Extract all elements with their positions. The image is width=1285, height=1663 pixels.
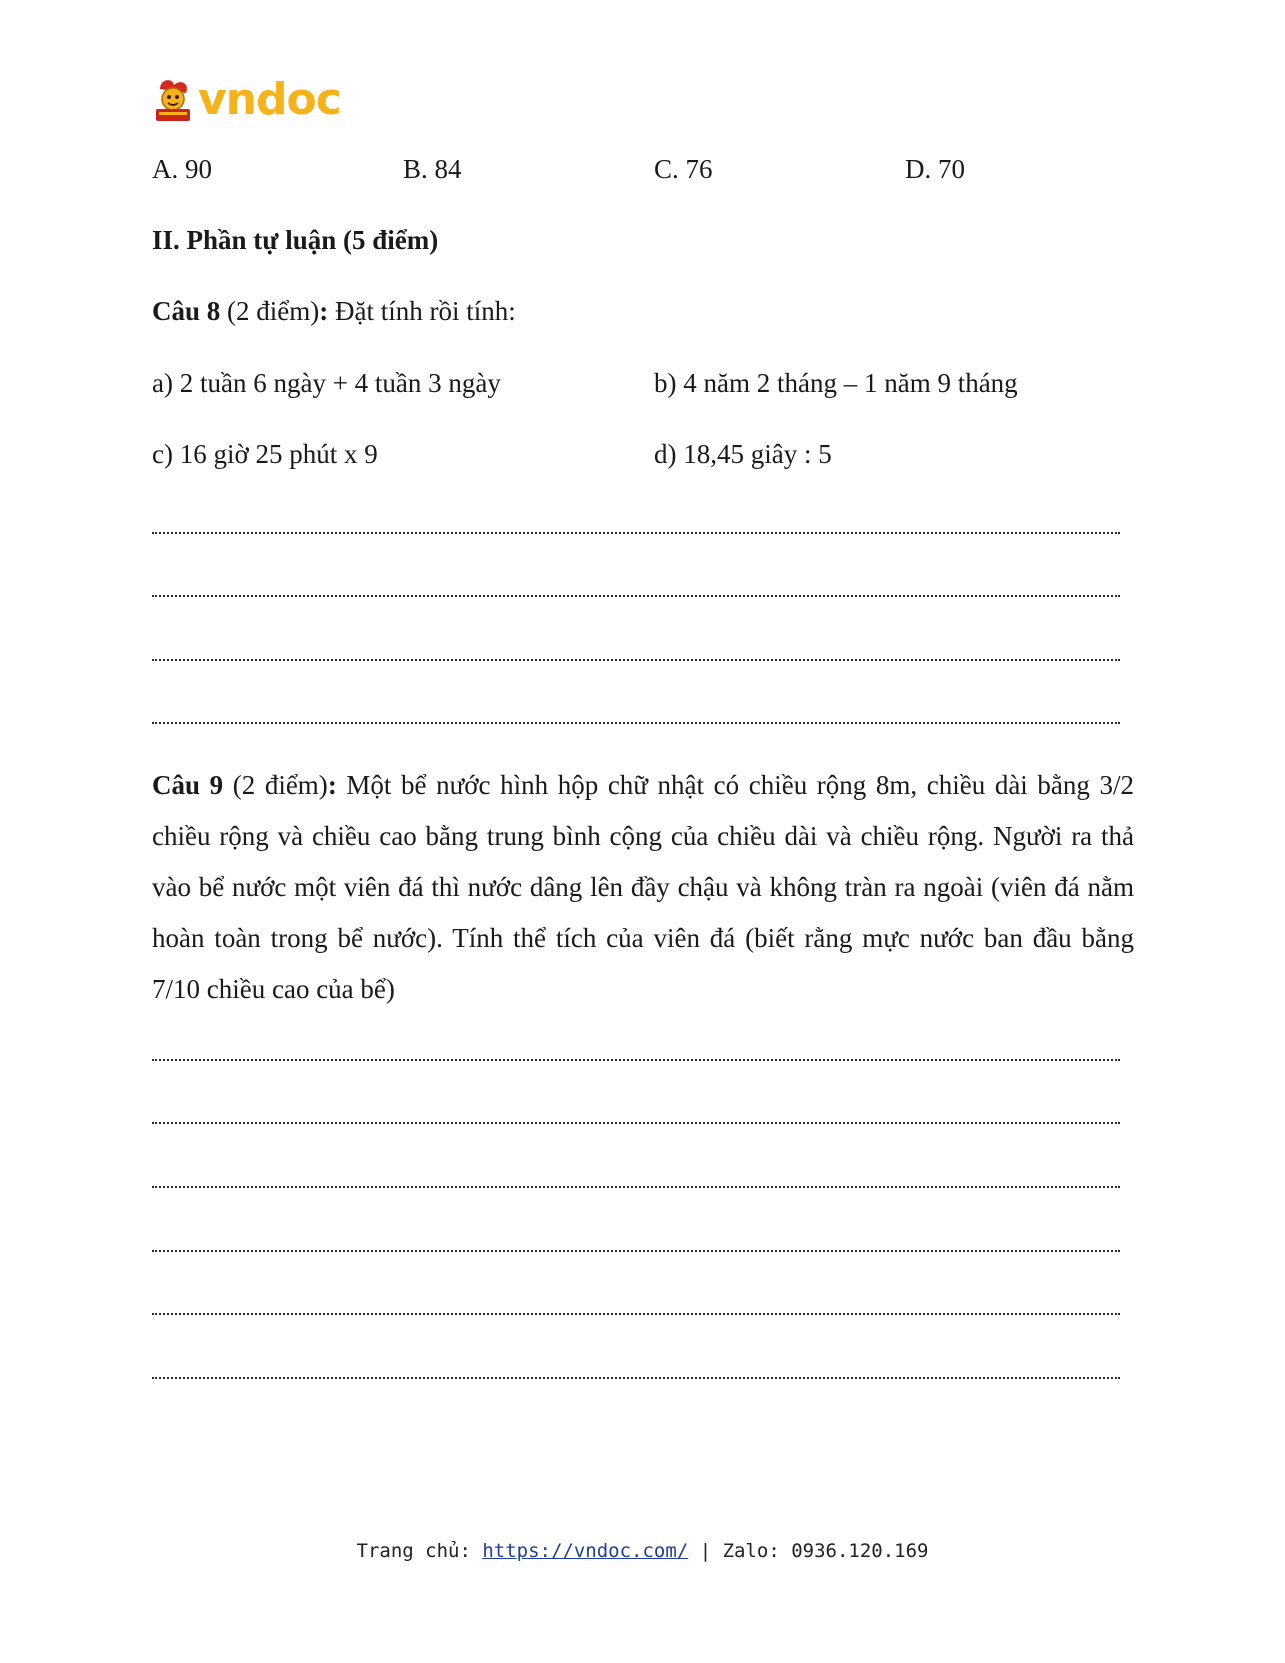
footer-zalo: Zalo: 0936.120.169 xyxy=(722,1540,929,1562)
vndoc-logo xyxy=(150,74,341,126)
question-8-item-b: b) 4 năm 2 tháng – 1 năm 9 tháng xyxy=(654,368,1018,398)
answer-line xyxy=(152,1250,1120,1252)
footer-separator: | xyxy=(688,1540,723,1562)
answer-line xyxy=(152,595,1120,597)
question-9-points: (2 điểm) xyxy=(223,770,328,800)
section-title: II. Phần tự luận (5 điểm) xyxy=(152,225,439,255)
brand-name: vndoc xyxy=(198,74,341,125)
answer-line xyxy=(152,1122,1120,1124)
answer-line xyxy=(152,1313,1120,1315)
question-9-colon: : xyxy=(327,770,337,800)
answer-line xyxy=(152,1059,1120,1061)
mascot-icon xyxy=(150,75,196,125)
question-8-colon: : xyxy=(319,296,329,326)
answer-line xyxy=(152,659,1120,661)
page-footer xyxy=(0,1540,1285,1562)
answer-c: C. 76 xyxy=(654,154,713,184)
answer-line xyxy=(152,532,1120,534)
question-8-heading xyxy=(152,298,516,325)
answer-b: B. 84 xyxy=(403,154,462,184)
question-9-text: Một bể nước hình hộp chữ nhật có chiều rộng 8m, chiều dài bằng 3/2 chiều rộng và chiều cao bằng trung bình cộng của chiều dài và chiều rộng. Người ra thả vào bể nước một viên đá thì nước dâng lên đầy chậu và không tràn ra ngoài (viên đá nằm hoàn toàn trong bể nước). Tính thể tích của viên đá (biết rằng mực nước ban đầu bằng 7/10 chiều cao của bể) xyxy=(152,770,1134,1004)
question-8-text: Đặt tính rồi tính: xyxy=(328,296,516,326)
footer-prefix: Trang chủ: xyxy=(356,1540,483,1562)
homepage-link[interactable]: https://vndoc.com/ xyxy=(482,1540,689,1562)
answer-d: D. 70 xyxy=(905,154,965,184)
answer-line xyxy=(152,1377,1120,1379)
question-8-points: (2 điểm) xyxy=(220,296,320,326)
question-9-paragraph xyxy=(152,760,1134,1015)
question-8-item-d: d) 18,45 giây : 5 xyxy=(654,439,832,469)
question-9-label: Câu 9 xyxy=(152,770,224,800)
question-8-item-c: c) 16 giờ 25 phút x 9 xyxy=(152,439,378,469)
answer-line xyxy=(152,722,1120,724)
answer-line xyxy=(152,1186,1120,1188)
answer-a: A. 90 xyxy=(152,154,212,184)
question-8-label: Câu 8 xyxy=(152,296,221,326)
question-8-item-a: a) 2 tuần 6 ngày + 4 tuần 3 ngày xyxy=(152,368,501,398)
